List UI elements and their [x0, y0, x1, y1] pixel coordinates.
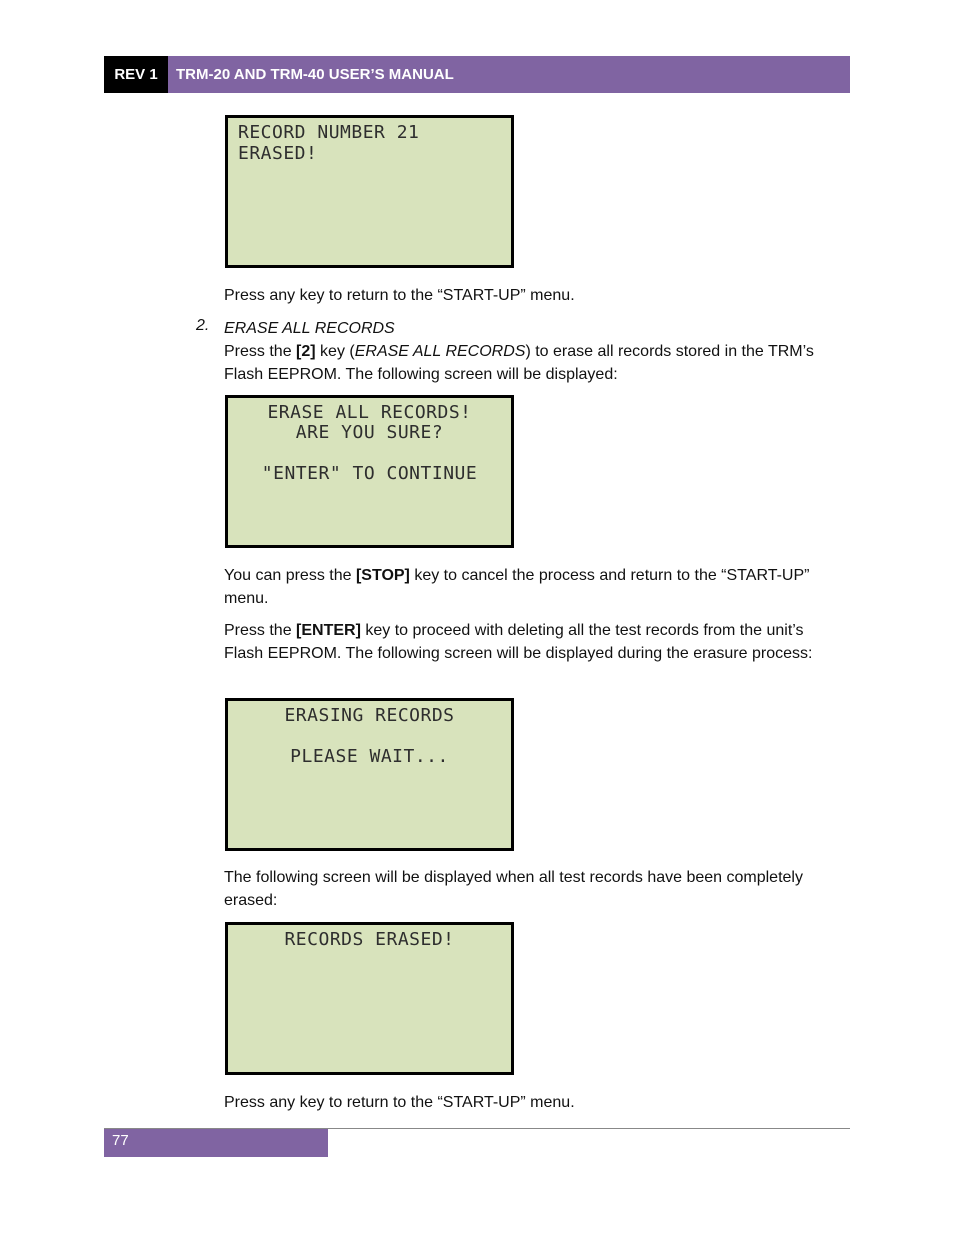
- key-label: [STOP]: [355, 567, 410, 584]
- paragraph: The following screen will be displayed when all test records have been completely erased:: [224, 869, 803, 909]
- lcd-screen-records-erased: [225, 922, 514, 1075]
- lcd-screen-erase-confirm: [225, 395, 514, 548]
- paragraph: [224, 619, 834, 665]
- list-item-title: ERASE ALL RECORDS: [224, 320, 395, 337]
- list-number: 2.: [196, 317, 210, 334]
- lcd-line: "ENTER" TO CONTINUE: [261, 463, 478, 484]
- lcd-line: RECORD NUMBER 21: [238, 122, 420, 143]
- lcd-line: ARE YOU SURE?: [295, 422, 444, 443]
- key-label: [ENTER]: [296, 622, 361, 639]
- lcd-line: RECORDS ERASED!: [284, 929, 455, 950]
- text: key to proceed with deleting all the test records from the unit’s Flash EEPROM. The following screen will be displayed during the erasure process:: [224, 622, 813, 662]
- text: Press the: [224, 343, 297, 360]
- paragraph: [224, 564, 834, 610]
- manual-title: TRM-20 AND TRM-40 USER’S MANUAL: [168, 56, 850, 93]
- lcd-line: ERASE ALL RECORDS!: [267, 402, 472, 423]
- text: key (: [315, 343, 355, 360]
- page-header: [104, 56, 850, 93]
- paragraph: [224, 340, 834, 386]
- text: ) to erase all records stored in the TRM’s Flash EEPROM. The following screen will be displayed:: [224, 343, 814, 383]
- lcd-line: PLEASE WAIT...: [290, 746, 449, 767]
- text: ERASE ALL RECORDS: [354, 343, 526, 360]
- lcd-screen-record-erased: [225, 115, 514, 268]
- paragraph: Press any key to return to the “START-UP” menu.: [224, 1094, 575, 1111]
- revision-label: REV 1: [104, 56, 168, 93]
- lcd-line: ERASING RECORDS: [284, 705, 455, 726]
- lcd-line: ERASED!: [238, 143, 318, 164]
- text: key to cancel the process and return to the “START-UP” menu.: [224, 567, 810, 607]
- paragraph: Press any key to return to the “START-UP” menu.: [224, 287, 575, 304]
- lcd-screen-erasing: [225, 698, 514, 851]
- text: You can press the: [224, 567, 356, 584]
- key-label: [2]: [296, 343, 316, 360]
- text: Press the: [224, 622, 297, 639]
- page-number: 77: [104, 1129, 328, 1157]
